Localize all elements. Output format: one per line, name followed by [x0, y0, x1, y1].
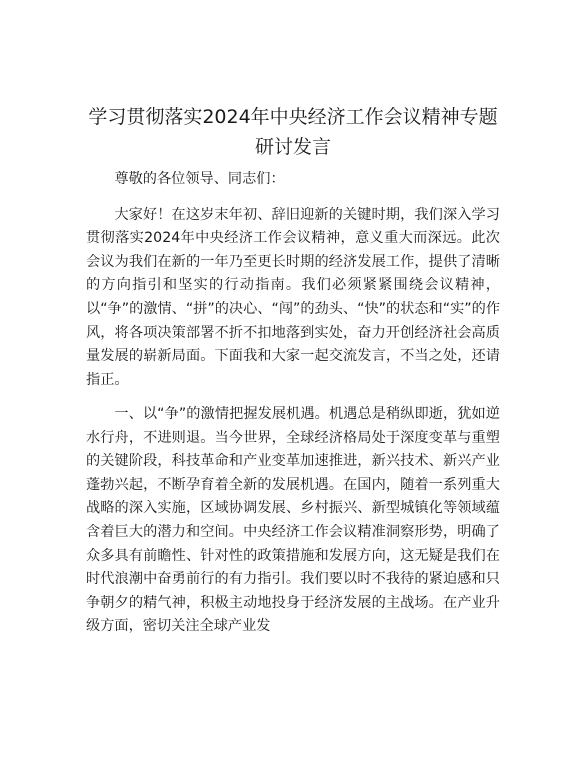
document-body [86, 168, 500, 639]
salutation: 尊敬的各位领导、同志们： [114, 171, 285, 187]
paragraph-section-one: 一、以“争”的激情把握发展机遇。机遇总是稍纵即逝，犹如逆水行舟，不进则退。当今世界，全球经济格局处于深度变革与重塑的关键阶段，科技革命和产业变革加速推进，新兴技术、新兴产业蓬勃兴起，不断孕育着全新的发展机遇。在国内，随着一系列重大战略的深入实施，区域协调发展、乡村振兴、新型城镇化等领域蕴含着巨大的潜力和空间。中央经济工作会议精准洞察形势，明确了众多具有前瞻性、针对性的政策措施和发展方向，这无疑是我们在时代浪潮中奋勇前行的有力指引。我们要以时不我待的紧迫感和只争朝夕的精气神，积极主动地投身于经济发展的主战场。在产业升级方面，密切关注全球产业发 [86, 405, 500, 635]
document-title: 学习贯彻落实2024年中央经济工作会议精神专题研讨发言 [88, 106, 498, 158]
paragraph-opening: 大家好！在这岁末年初、辞旧迎新的关键时期，我们深入学习贯彻落实2024年中央经济工作会议精神，意义重大而深远。此次会议为我们在新的一年乃至更长时期的经济发展工作，提供了清晰的方向指引和坚实的行动指南。我们必须紧紧围绕会议精神，以“争”的激情、“拼”的决心、“闯”的劲头、“快”的状态和“实”的作风，将各项决策部署不折不扣地落到实处，奋力开创经济社会高质量发展的崭新局面。下面我和大家一起交流发言，不当之处，还请指正。 [86, 206, 501, 388]
